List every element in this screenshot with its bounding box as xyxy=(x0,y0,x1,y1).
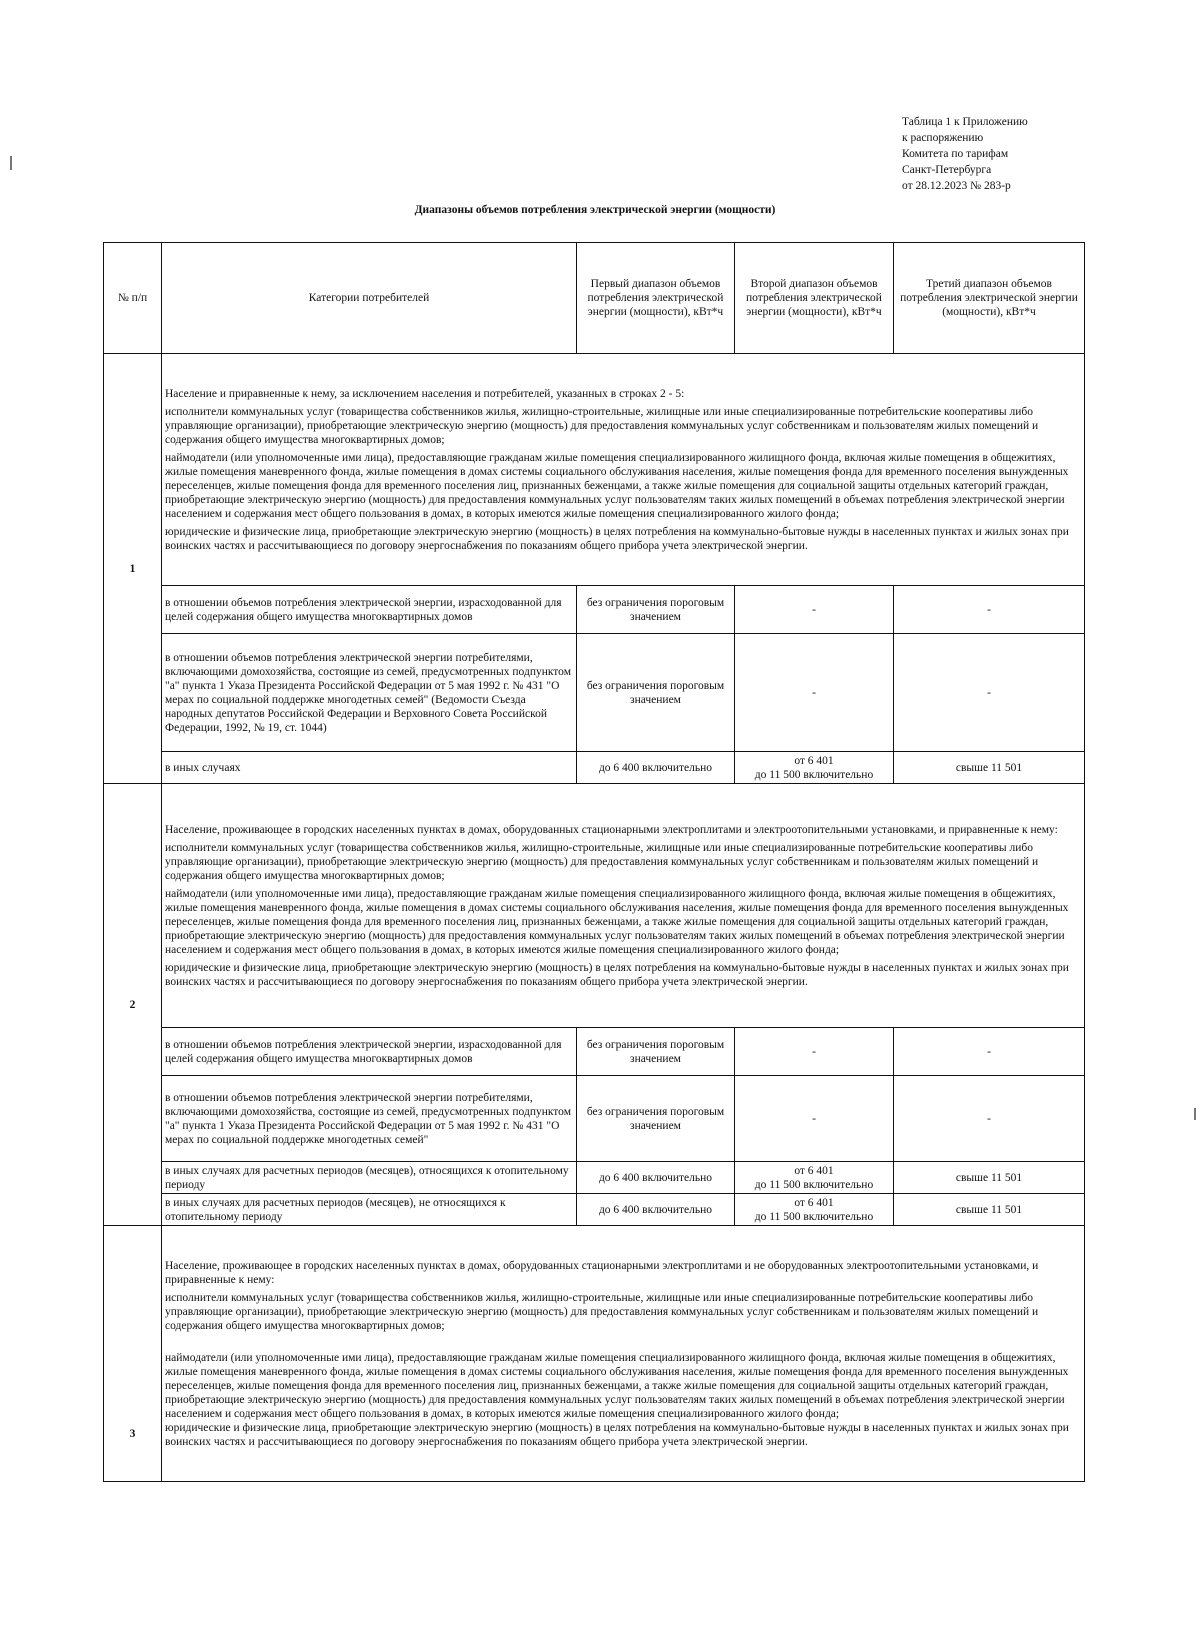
category-label: в отношении объемов потребления электрической энергии, израсходованной для целей содержания общего имущества многоквартирных домов xyxy=(162,586,577,634)
header-num: № п/п xyxy=(104,243,162,354)
range1-value: без ограничения пороговым значением xyxy=(577,1028,735,1076)
category-label: в отношении объемов потребления электрической энергии потребителями, включающими домохозяйства, состоящие из семей, предусмотренных подпунктом "а" пункта 1 Указа Президента Российской Федерации от 5 мая 1992 г. № 431 "О мерах по социальной поддержке многодетных семей" (Ведомости Съезда народных депутатов Российской Федерации и Верховного Совета Российской Федерации, 1992, № 19, ст. 1044) xyxy=(162,634,577,752)
row-number: 1 xyxy=(104,354,162,784)
table-row xyxy=(104,1076,1085,1162)
table-row xyxy=(104,1194,1085,1226)
table-row xyxy=(104,1226,1085,1482)
section-description xyxy=(162,1226,1085,1482)
approval-header xyxy=(902,114,1172,194)
table-row xyxy=(104,354,1085,586)
range3-value: - xyxy=(894,586,1085,634)
table-header-row xyxy=(104,243,1085,354)
section-description xyxy=(162,784,1085,1028)
range3-value: свыше 11 501 xyxy=(894,752,1085,784)
section-paragraph: наймодатели (или уполномоченные ими лица), предоставляющие гражданам жилые помещения специализированного жилищного фонда, включая жилые помещения в общежитиях, жилые помещения маневренного фонда, жилые помещения в домах системы социального обслуживания населения, жилые помещения фонда для временного поселения вынужденных переселенцев, жилые помещения фонда для временного поселения лиц, признанных беженцами, а также жилые помещения для социальной защиты отдельных категорий граждан, приобретающие электрическую энергию (мощность) для предоставления коммунальных услуг пользователям таких жилых помещений в объемах потребления электрической энергии населением и содержания мест общего пользования в домах, в которых имеются жилые помещения специализированного жилого фонда; xyxy=(165,451,1069,520)
table-row xyxy=(104,1162,1085,1194)
section-description xyxy=(162,354,1085,586)
category-label: в отношении объемов потребления электрической энергии потребителями, включающими домохозяйства, состоящие из семей, предусмотренных подпунктом "а" пункта 1 Указа Президента Российской Федерации от 5 мая 1992 г. № 431 "О мерах по социальной поддержке многодетных семей" xyxy=(162,1076,577,1162)
range3-value: - xyxy=(894,1076,1085,1162)
range3-value: - xyxy=(894,634,1085,752)
row-number: 3 xyxy=(104,1226,162,1482)
section-paragraph: исполнители коммунальных услуг (товарищества собственников жилья, жилищно-строительные, жилищные или иные специализированные потребительские кооперативы либо управляющие организации), приобретающие электрическую энергию (мощность) для предоставления коммунальных услуг собственникам и пользователям жилых помещений и содержания общего имущества многоквартирных домов; xyxy=(165,1291,1039,1332)
range2-value xyxy=(735,752,894,784)
section-paragraph: юридические и физические лица, приобретающие электрическую энергию (мощность) в целях потребления на коммунально-бытовые нужды в населенных пунктах и жилых зонах при воинских частях и рассчитывающиеся по договору энергоснабжения по показаниям общего прибора учета электрической энергии. xyxy=(165,525,1069,552)
table-row xyxy=(104,586,1085,634)
range2-from: от 6 401 xyxy=(794,1164,834,1177)
range2-to: до 11 500 включительно xyxy=(754,1210,874,1223)
header-line: Таблица 1 к Приложению xyxy=(902,116,1028,128)
section-paragraph: Население, проживающее в городских населенных пунктах в домах, оборудованных стационарными электроплитами и электроотопительными установками, и приравненные к нему: xyxy=(165,823,1058,836)
range1-value: без ограничения пороговым значением xyxy=(577,586,735,634)
header-category: Категории потребителей xyxy=(162,243,577,354)
section-paragraph: юридические и физические лица, приобретающие электрическую энергию (мощность) в целях потребления на коммунально-бытовые нужды в населенных пунктах и жилых зонах при воинских частях и рассчитывающиеся по договору энергоснабжения по показаниям общего прибора учета электрической энергии. xyxy=(165,1421,1069,1448)
category-label: в отношении объемов потребления электрической энергии, израсходованной для целей содержания общего имущества многоквартирных домов xyxy=(162,1028,577,1076)
range3-value: свыше 11 501 xyxy=(894,1194,1085,1226)
category-label: в иных случаях для расчетных периодов (месяцев), относящихся к отопительному периоду xyxy=(162,1162,577,1194)
section-paragraph: наймодатели (или уполномоченные ими лица), предоставляющие гражданам жилые помещения специализированного жилищного фонда, включая жилые помещения в общежитиях, жилые помещения маневренного фонда, жилые помещения в домах системы социального обслуживания населения, жилые помещения фонда для временного поселения вынужденных переселенцев, жилые помещения фонда для временного поселения лиц, признанных беженцами, а также жилые помещения для социальной защиты отдельных категорий граждан, приобретающие электрическую энергию (мощность) для предоставления коммунальных услуг пользователям таких жилых помещений в объемах потребления электрической энергии населением и содержания мест общего пользования в домах, в которых имеются жилые помещения специализированного жилого фонда; xyxy=(165,887,1069,956)
category-label: в иных случаях для расчетных периодов (месяцев), не относящихся к отопительному периоду xyxy=(162,1194,577,1226)
range1-value: до 6 400 включительно xyxy=(577,1194,735,1226)
consumption-ranges-table xyxy=(103,242,1085,1482)
range1-value: до 6 400 включительно xyxy=(577,752,735,784)
range2-to: до 11 500 включительно xyxy=(754,768,874,781)
category-label: в иных случаях xyxy=(162,752,577,784)
range1-value: без ограничения пороговым значением xyxy=(577,1076,735,1162)
section-paragraph: исполнители коммунальных услуг (товарищества собственников жилья, жилищно-строительные, жилищные или иные специализированные потребительские кооперативы либо управляющие организации), приобретающие электрическую энергию (мощность) для предоставления коммунальных услуг собственникам и пользователям жилых помещений и содержания общего имущества многоквартирных домов; xyxy=(165,405,1039,446)
range2-from: от 6 401 xyxy=(794,754,834,767)
range2-value xyxy=(735,1194,894,1226)
range1-value: до 6 400 включительно xyxy=(577,1162,735,1194)
table-row xyxy=(104,784,1085,1028)
range2-value xyxy=(735,1162,894,1194)
header-range2: Второй диапазон объемов потребления электрической энергии (мощности), кВт*ч xyxy=(735,243,894,354)
section-paragraph: Население, проживающее в городских населенных пунктах в домах, оборудованных стационарными электроплитами и не оборудованных электроотопительными установками, и приравненные к нему: xyxy=(165,1259,1039,1286)
scan-artifact xyxy=(10,156,12,170)
header-range1: Первый диапазон объемов потребления электрической энергии (мощности), кВт*ч xyxy=(577,243,735,354)
section-paragraph: юридические и физические лица, приобретающие электрическую энергию (мощность) в целях потребления на коммунально-бытовые нужды в населенных пунктах и жилых зонах при воинских частях и рассчитывающиеся по договору энергоснабжения по показаниям общего прибора учета электрической энергии. xyxy=(165,961,1069,988)
scan-artifact xyxy=(1194,1108,1196,1120)
document-title: Диапазоны объемов потребления электрической энергии (мощности) xyxy=(414,204,776,216)
header-line: Санкт-Петербурга xyxy=(902,164,992,176)
table-row xyxy=(104,752,1085,784)
header-line: Комитета по тарифам xyxy=(902,148,1009,160)
range2-to: до 11 500 включительно xyxy=(754,1178,874,1191)
range3-value: - xyxy=(894,1028,1085,1076)
section-paragraph: исполнители коммунальных услуг (товарищества собственников жилья, жилищно-строительные, жилищные или иные специализированные потребительские кооперативы либо управляющие организации), приобретающие электрическую энергию (мощность) для предоставления коммунальных услуг собственникам и пользователям жилых помещений и содержания общего имущества многоквартирных домов; xyxy=(165,841,1039,882)
range2-value: - xyxy=(735,634,894,752)
range2-from: от 6 401 xyxy=(794,1196,834,1209)
section-paragraph: наймодатели (или уполномоченные ими лица), предоставляющие гражданам жилые помещения специализированного жилищного фонда, включая жилые помещения в общежитиях, жилые помещения маневренного фонда, жилые помещения в домах системы социального обслуживания населения, жилые помещения фонда для временного поселения вынужденных переселенцев, жилые помещения фонда для временного поселения лиц, признанных беженцами, а также жилые помещения для социальной защиты отдельных категорий граждан, приобретающие электрическую энергию (мощность) для предоставления коммунальных услуг пользователям таких жилых помещений в объемах потребления электрической энергии населением и содержания мест общего пользования в домах, в которых имеются жилые помещения специализированного жилого фонда; xyxy=(165,1351,1069,1420)
range2-value: - xyxy=(735,1028,894,1076)
range3-value: свыше 11 501 xyxy=(894,1162,1085,1194)
table-row xyxy=(104,1028,1085,1076)
header-line: к распоряжению xyxy=(902,132,984,144)
range2-value: - xyxy=(735,1076,894,1162)
range1-value: без ограничения пороговым значением xyxy=(577,634,735,752)
row-number: 2 xyxy=(104,784,162,1226)
section-paragraph: Население и приравненные к нему, за исключением населения и потребителей, указанных в строках 2 - 5: xyxy=(165,387,685,400)
header-range3: Третий диапазон объемов потребления электрической энергии (мощности), кВт*ч xyxy=(894,243,1085,354)
header-line: от 28.12.2023 № 283-р xyxy=(902,180,1011,192)
table-row xyxy=(104,634,1085,752)
range2-value: - xyxy=(735,586,894,634)
